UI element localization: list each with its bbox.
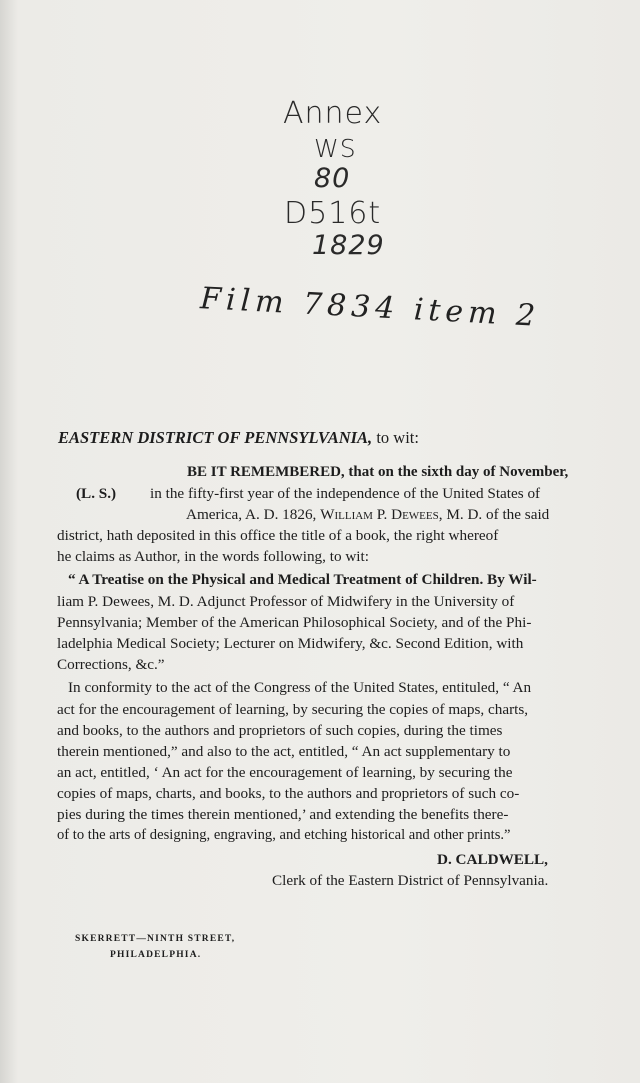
text-line: liam P. Dewees, M. D. Adjunct Professor of Midwifery in the University of	[57, 593, 515, 610]
author-name: William P. Dewees	[320, 506, 439, 523]
seal-mark: (L. S.)	[76, 485, 117, 502]
text-line: pies during the times therein mentioned,’ and extending the benefits there-	[57, 806, 509, 823]
district-heading	[58, 428, 419, 448]
handwritten-cutter-number: D516t	[284, 196, 382, 231]
handwritten-class-number: 80	[314, 163, 351, 194]
handwritten-annex: Annex	[283, 96, 383, 131]
text-line: of to the arts of designing, engraving, and etching historical and other prints.”	[57, 827, 511, 843]
text-line: in the fifty-first year of the independence of the United States of	[150, 485, 541, 502]
text-line: he claims as Author, in the words following, to wit:	[57, 548, 369, 565]
text-segment: America, A. D. 1826,	[186, 506, 321, 523]
text-line: and books, to the authors and proprietors of such copies, during the times	[57, 722, 503, 739]
handwritten-film-note: Film 7834 item 2	[199, 281, 542, 334]
text-line: therein mentioned,” and also to the act, entitled, “ An act supplementary to	[57, 743, 511, 760]
text-line: In conformity to the act of the Congress of the United States, entituled, “ An	[68, 679, 532, 696]
text-line: Corrections, &c.”	[57, 656, 165, 673]
district-name: EASTERN DISTRICT OF PENNSYLVANIA,	[58, 428, 373, 447]
signatory-name: D. CALDWELL,	[437, 851, 548, 868]
text-line: district, hath deposited in this office the title of a book, the right whereof	[57, 527, 499, 544]
text-line	[186, 507, 549, 522]
printer-imprint-line1: SKERRETT—NINTH STREET,	[75, 934, 236, 944]
text-line: an act, entitled, ‘ An act for the encouragement of learning, by securing the	[57, 764, 513, 781]
text-line: ladelphia Medical Society; Lecturer on Midwifery, &c. Second Edition, with	[57, 635, 524, 652]
signatory-title: Clerk of the Eastern District of Pennsylvania.	[272, 872, 549, 889]
text-line: “ A Treatise on the Physical and Medical Treatment of Children. By Wil-	[68, 571, 537, 588]
handwritten-ws: WS	[314, 134, 357, 163]
text-segment: , M. D. of the said	[438, 506, 550, 523]
text-line: act for the encouragement of learning, by securing the copies of maps, charts,	[57, 701, 529, 718]
printer-imprint-line2: PHILADELPHIA.	[110, 950, 202, 960]
to-wit: to wit:	[372, 428, 419, 447]
text-line: copies of maps, charts, and books, to the authors and proprietors of such co-	[57, 785, 520, 802]
text-line: BE IT REMEMBERED, that on the sixth day of November,	[187, 464, 569, 480]
handwritten-year: 1829	[312, 230, 385, 261]
text-line: Pennsylvania; Member of the American Philosophical Society, and of the Phi-	[57, 614, 532, 631]
